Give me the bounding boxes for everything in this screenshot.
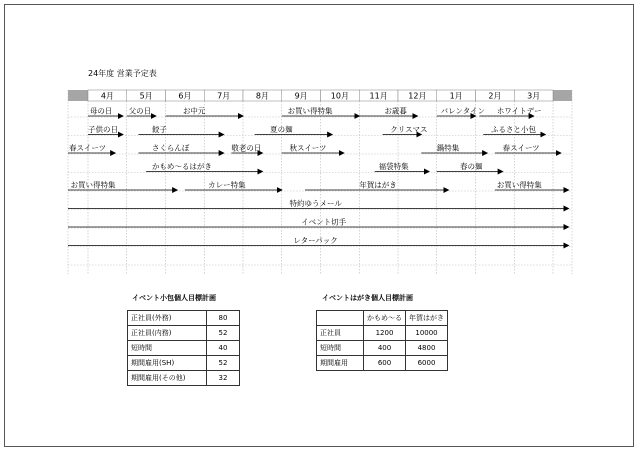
event-label: お買い得特集 xyxy=(287,106,333,116)
event-label: 秋スイーツ xyxy=(289,143,327,153)
month-label: 11月 xyxy=(369,91,388,101)
row-value: 52 xyxy=(207,326,240,341)
row-label: 期間雇用 xyxy=(317,356,364,371)
event-label: かもめ～るはがき xyxy=(151,162,212,171)
event-label: お歳暮 xyxy=(384,106,407,116)
event-label: 春スイーツ xyxy=(502,143,540,153)
postcard-header-row xyxy=(317,311,448,326)
row-kamome: 400 xyxy=(364,341,406,356)
table-row xyxy=(317,326,448,341)
event-label: 餃子 xyxy=(151,125,167,134)
row-nenga: 10000 xyxy=(406,326,448,341)
event-label: お買い得特集 xyxy=(70,180,116,190)
small-package-table xyxy=(127,310,240,386)
table-row xyxy=(128,311,240,326)
event-label: レターパック xyxy=(293,236,338,245)
row-value: 32 xyxy=(207,371,240,386)
event-label: カレー特集 xyxy=(208,180,246,190)
postcard-header-kamome: かもめ～る xyxy=(364,311,406,326)
month-label: 4月 xyxy=(100,91,114,101)
table-row xyxy=(128,326,240,341)
row-value: 80 xyxy=(207,311,240,326)
event-label: 母の日 xyxy=(89,106,113,116)
postcard-table-title: イベントはがき個人目標計画 xyxy=(322,294,413,302)
table-row xyxy=(317,341,448,356)
row-kamome: 1200 xyxy=(364,326,406,341)
event-label: 春スイーツ xyxy=(69,143,107,153)
month-label: 12月 xyxy=(408,91,427,101)
row-value: 52 xyxy=(207,356,240,371)
row-label: 期間雇用(その他) xyxy=(128,371,207,386)
page-title: 24年度 営業予定表 xyxy=(88,69,157,78)
postcard-header-nenga: 年賀はがき xyxy=(406,311,448,326)
month-label: 2月 xyxy=(488,91,502,101)
row-label: 正社員(外務) xyxy=(128,311,207,326)
month-label: 5月 xyxy=(139,91,153,101)
event-label: 夏の麺 xyxy=(270,125,293,134)
event-label: バレンタイン xyxy=(440,106,485,116)
table-row xyxy=(128,341,240,356)
event-label: お買い得特集 xyxy=(496,180,542,190)
month-label: 9月 xyxy=(294,91,308,101)
month-label: 8月 xyxy=(255,91,269,101)
event-label: クリスマス xyxy=(390,125,428,134)
event-label: 敬老の日 xyxy=(231,143,262,153)
row-label: 正社員(内務) xyxy=(128,326,207,341)
row-nenga: 6000 xyxy=(406,356,448,371)
event-label: 父の日 xyxy=(128,106,152,116)
month-label: 10月 xyxy=(330,91,349,101)
table-row xyxy=(128,356,240,371)
event-label: 特約ゆうメール xyxy=(289,199,342,208)
event-label: ふるさと小包 xyxy=(491,125,536,134)
event-label: 春の麺 xyxy=(460,162,483,171)
event-label: ホワイトデー xyxy=(496,106,542,116)
row-kamome: 600 xyxy=(364,356,406,371)
month-label: 6月 xyxy=(178,91,192,101)
row-label: 短時間 xyxy=(317,341,364,356)
event-label: 子供の日 xyxy=(88,125,118,134)
row-label: 期間雇用(SH) xyxy=(128,356,207,371)
table-row xyxy=(128,371,240,386)
event-label: さくらんぼ xyxy=(151,143,190,153)
event-label: 鍋特集 xyxy=(436,143,460,153)
postcard-table xyxy=(316,310,448,371)
row-nenga: 4800 xyxy=(406,341,448,356)
event-label: イベント切手 xyxy=(301,217,347,227)
small-package-table-title: イベント小包個人目標計画 xyxy=(132,294,216,302)
table-row xyxy=(317,356,448,371)
month-label: 3月 xyxy=(527,91,541,101)
month-label: 1月 xyxy=(449,91,463,101)
month-label: 7月 xyxy=(217,91,231,101)
row-label: 正社員 xyxy=(317,326,364,341)
row-value: 40 xyxy=(207,341,240,356)
event-label: 年賀はがき xyxy=(359,180,397,190)
event-label: お中元 xyxy=(182,106,206,116)
event-label: 福袋特集 xyxy=(378,162,409,171)
postcard-header-blank xyxy=(317,311,364,326)
row-label: 短時間 xyxy=(128,341,207,356)
